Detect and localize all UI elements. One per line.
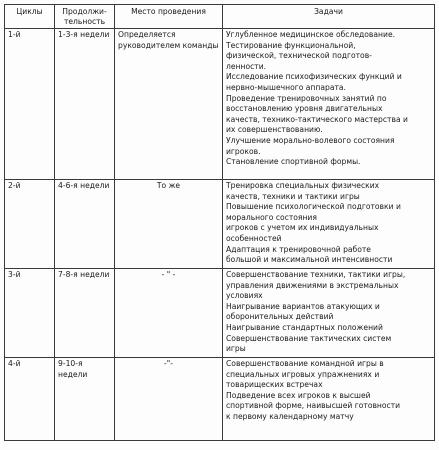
cycle-cell: 2-й — [5, 180, 55, 269]
task-line: игроков. — [226, 146, 261, 156]
cycle-cell: 4-й — [5, 358, 55, 441]
task-line: нервно-мышечного аппарата. — [226, 82, 346, 92]
place-cell: Определяется руководителем команды — [115, 29, 223, 180]
task-line: игроков с учетом их индивидуальных — [226, 223, 379, 233]
header-duration — [55, 5, 115, 29]
task-line: физической, технической подготов- — [226, 51, 372, 61]
task-line: управления движениями в экстремальных — [226, 280, 399, 290]
task-line: Повышение психологической подготовки и — [226, 202, 401, 212]
task-line: Совершенствование тактических систем — [226, 333, 392, 343]
task-line: условиях — [226, 291, 263, 301]
task-line: Тестирование функциональной, — [226, 40, 356, 50]
task-line: Становление спортивной формы. — [226, 157, 361, 167]
table-row — [5, 358, 435, 441]
cycle-cell: 1-й — [5, 29, 55, 180]
header-tasks: Задачи — [223, 5, 435, 29]
tasks-cell — [223, 358, 435, 441]
task-line: их совершенствованию. — [226, 125, 323, 135]
table-header-row — [5, 5, 435, 29]
tasks-cell — [223, 269, 435, 358]
tasks-cell — [223, 29, 435, 180]
task-line: оборонительных действий — [226, 312, 334, 322]
task-line: Наигрывание стандартных положений — [226, 322, 383, 332]
task-line: особенностей — [226, 233, 282, 243]
task-line: ленности. — [226, 61, 267, 71]
task-line: спортивной форме, наивысшей готовности — [226, 401, 401, 411]
task-line: Исследование психофизических функций и — [226, 72, 402, 82]
task-line: игры — [226, 344, 246, 354]
task-line: Адаптация к тренировочной работе — [226, 244, 371, 254]
duration-cell: 9-10-я недели — [55, 358, 115, 441]
tasks-cell — [223, 180, 435, 269]
cycle-cell: 3-й — [5, 269, 55, 358]
header-duration-line2: тельность — [63, 16, 106, 26]
task-line: Совершенствование техники, тактики игры, — [226, 270, 406, 279]
header-place: Место проведения — [115, 5, 223, 29]
task-line: восстановлению уровня двигательных — [226, 104, 383, 114]
table-row — [5, 180, 435, 269]
training-cycles-table — [4, 4, 435, 441]
place-cell: То же — [115, 180, 223, 269]
task-line: Проведение тренировочных занятий по — [226, 93, 387, 103]
task-line: Совершенствование командной игры в — [226, 359, 384, 368]
task-line: специальных игровых упражнениях и — [226, 369, 380, 379]
task-line: Углубленное медицинское обследование. — [226, 30, 396, 39]
header-cycles: Циклы — [5, 5, 55, 29]
place-cell: - " - — [115, 269, 223, 358]
task-line: Наигрывание вариантов атакующих и — [226, 301, 380, 311]
task-line: качеств, технико-тактического мастерства и — [226, 114, 408, 124]
header-duration-line1: Продолжи- — [62, 7, 107, 16]
place-cell: -"- — [115, 358, 223, 441]
task-line: товарищеских встречах — [226, 380, 323, 390]
duration-cell: 4-6-я недели — [55, 180, 115, 269]
duration-cell: 7-8-я недели — [55, 269, 115, 358]
duration-cell: 1-3-я недели — [55, 29, 115, 180]
task-line: качеств, техники и тактики игры — [226, 191, 360, 201]
table-row — [5, 269, 435, 358]
task-line: Тренировка специальных физических — [226, 181, 380, 190]
table-row — [5, 29, 435, 180]
task-line: большой и максимальной интенсивности — [226, 255, 393, 265]
task-line: к первому календарному матчу — [226, 411, 354, 421]
task-line: морального состояния — [226, 212, 317, 222]
task-line: Подведение всех игроков к высшей — [226, 390, 371, 400]
task-line: Улучшение морально-волевого состояния — [226, 135, 395, 145]
